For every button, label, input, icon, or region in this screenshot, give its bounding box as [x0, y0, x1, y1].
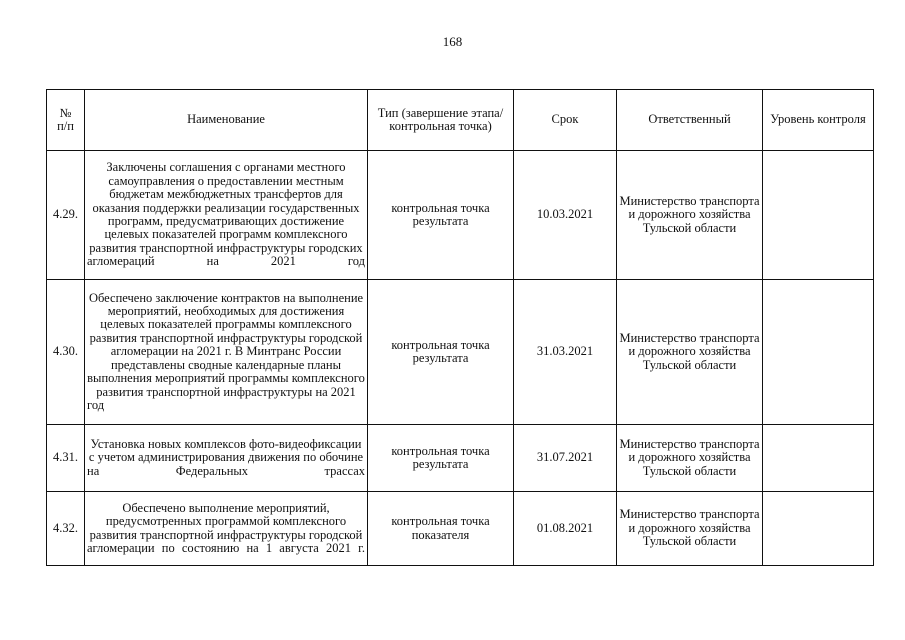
row-type: контрольная точка результата	[368, 280, 514, 425]
row-type: контрольная точка показателя	[368, 492, 514, 566]
row-type: контрольная точка результата	[368, 425, 514, 492]
row-date: 10.03.2021	[514, 151, 617, 280]
row-number: 4.31.	[47, 425, 85, 492]
row-name: Установка новых комплексов фото-видеофиксации с учетом администрирования движения по обочине на Федеральных трассах	[85, 425, 368, 492]
page-number: 168	[442, 34, 463, 49]
header-date: Срок	[514, 90, 617, 151]
row-type: контрольная точка результата	[368, 151, 514, 280]
row-responsible: Министерство транспорта и дорожного хозяйства Тульской области	[617, 151, 763, 280]
row-number: 4.30.	[47, 280, 85, 425]
row-responsible: Министерство транспорта и дорожного хозяйства Тульской области	[617, 280, 763, 425]
table-row	[47, 425, 874, 492]
header-control-level: Уровень контроля	[763, 90, 874, 151]
row-name: Заключены соглашения с органами местного самоуправления о предоставлении местным бюджетам межбюджетных трансфертов для оказания поддержки реализации государственных программ, предусматривающих достижение целевых показателей программ комплексного развития транспортной инфраструктуры городских агломераций на 2021 год	[85, 151, 368, 280]
table-header-row	[47, 90, 874, 151]
control-points-table	[46, 89, 874, 566]
row-control-level	[763, 492, 874, 566]
header-number-label: № п/п	[57, 105, 74, 133]
header-type: Тип (завершение этапа/контрольная точка)	[368, 90, 514, 151]
row-date: 31.07.2021	[514, 425, 617, 492]
row-control-level	[763, 151, 874, 280]
row-date: 31.03.2021	[514, 280, 617, 425]
row-responsible: Министерство транспорта и дорожного хозяйства Тульской области	[617, 492, 763, 566]
row-name: Обеспечено выполнение мероприятий, предусмотренных программой комплексного развития транспортной инфраструктуры городской агломерации по состоянию на 1 августа 2021 г.	[85, 492, 368, 566]
header-responsible: Ответственный	[617, 90, 763, 151]
table-row	[47, 280, 874, 425]
row-date: 01.08.2021	[514, 492, 617, 566]
row-number: 4.29.	[47, 151, 85, 280]
table-row	[47, 492, 874, 566]
row-responsible: Министерство транспорта и дорожного хозяйства Тульской области	[617, 425, 763, 492]
table-row	[47, 151, 874, 280]
row-number: 4.32.	[47, 492, 85, 566]
row-control-level	[763, 425, 874, 492]
header-number	[47, 90, 85, 151]
header-name: Наименование	[85, 90, 368, 151]
row-control-level	[763, 280, 874, 425]
row-name: Обеспечено заключение контрактов на выполнение мероприятий, необходимых для достижения целевых показателей программы комплексного развития транспортной инфраструктуры городской агломерации на 2021 г. В Минтранс России представлены сводные календарные планы выполнения мероприятий программы комплексного развития транспортной инфраструктуры на 2021 год	[85, 280, 368, 425]
